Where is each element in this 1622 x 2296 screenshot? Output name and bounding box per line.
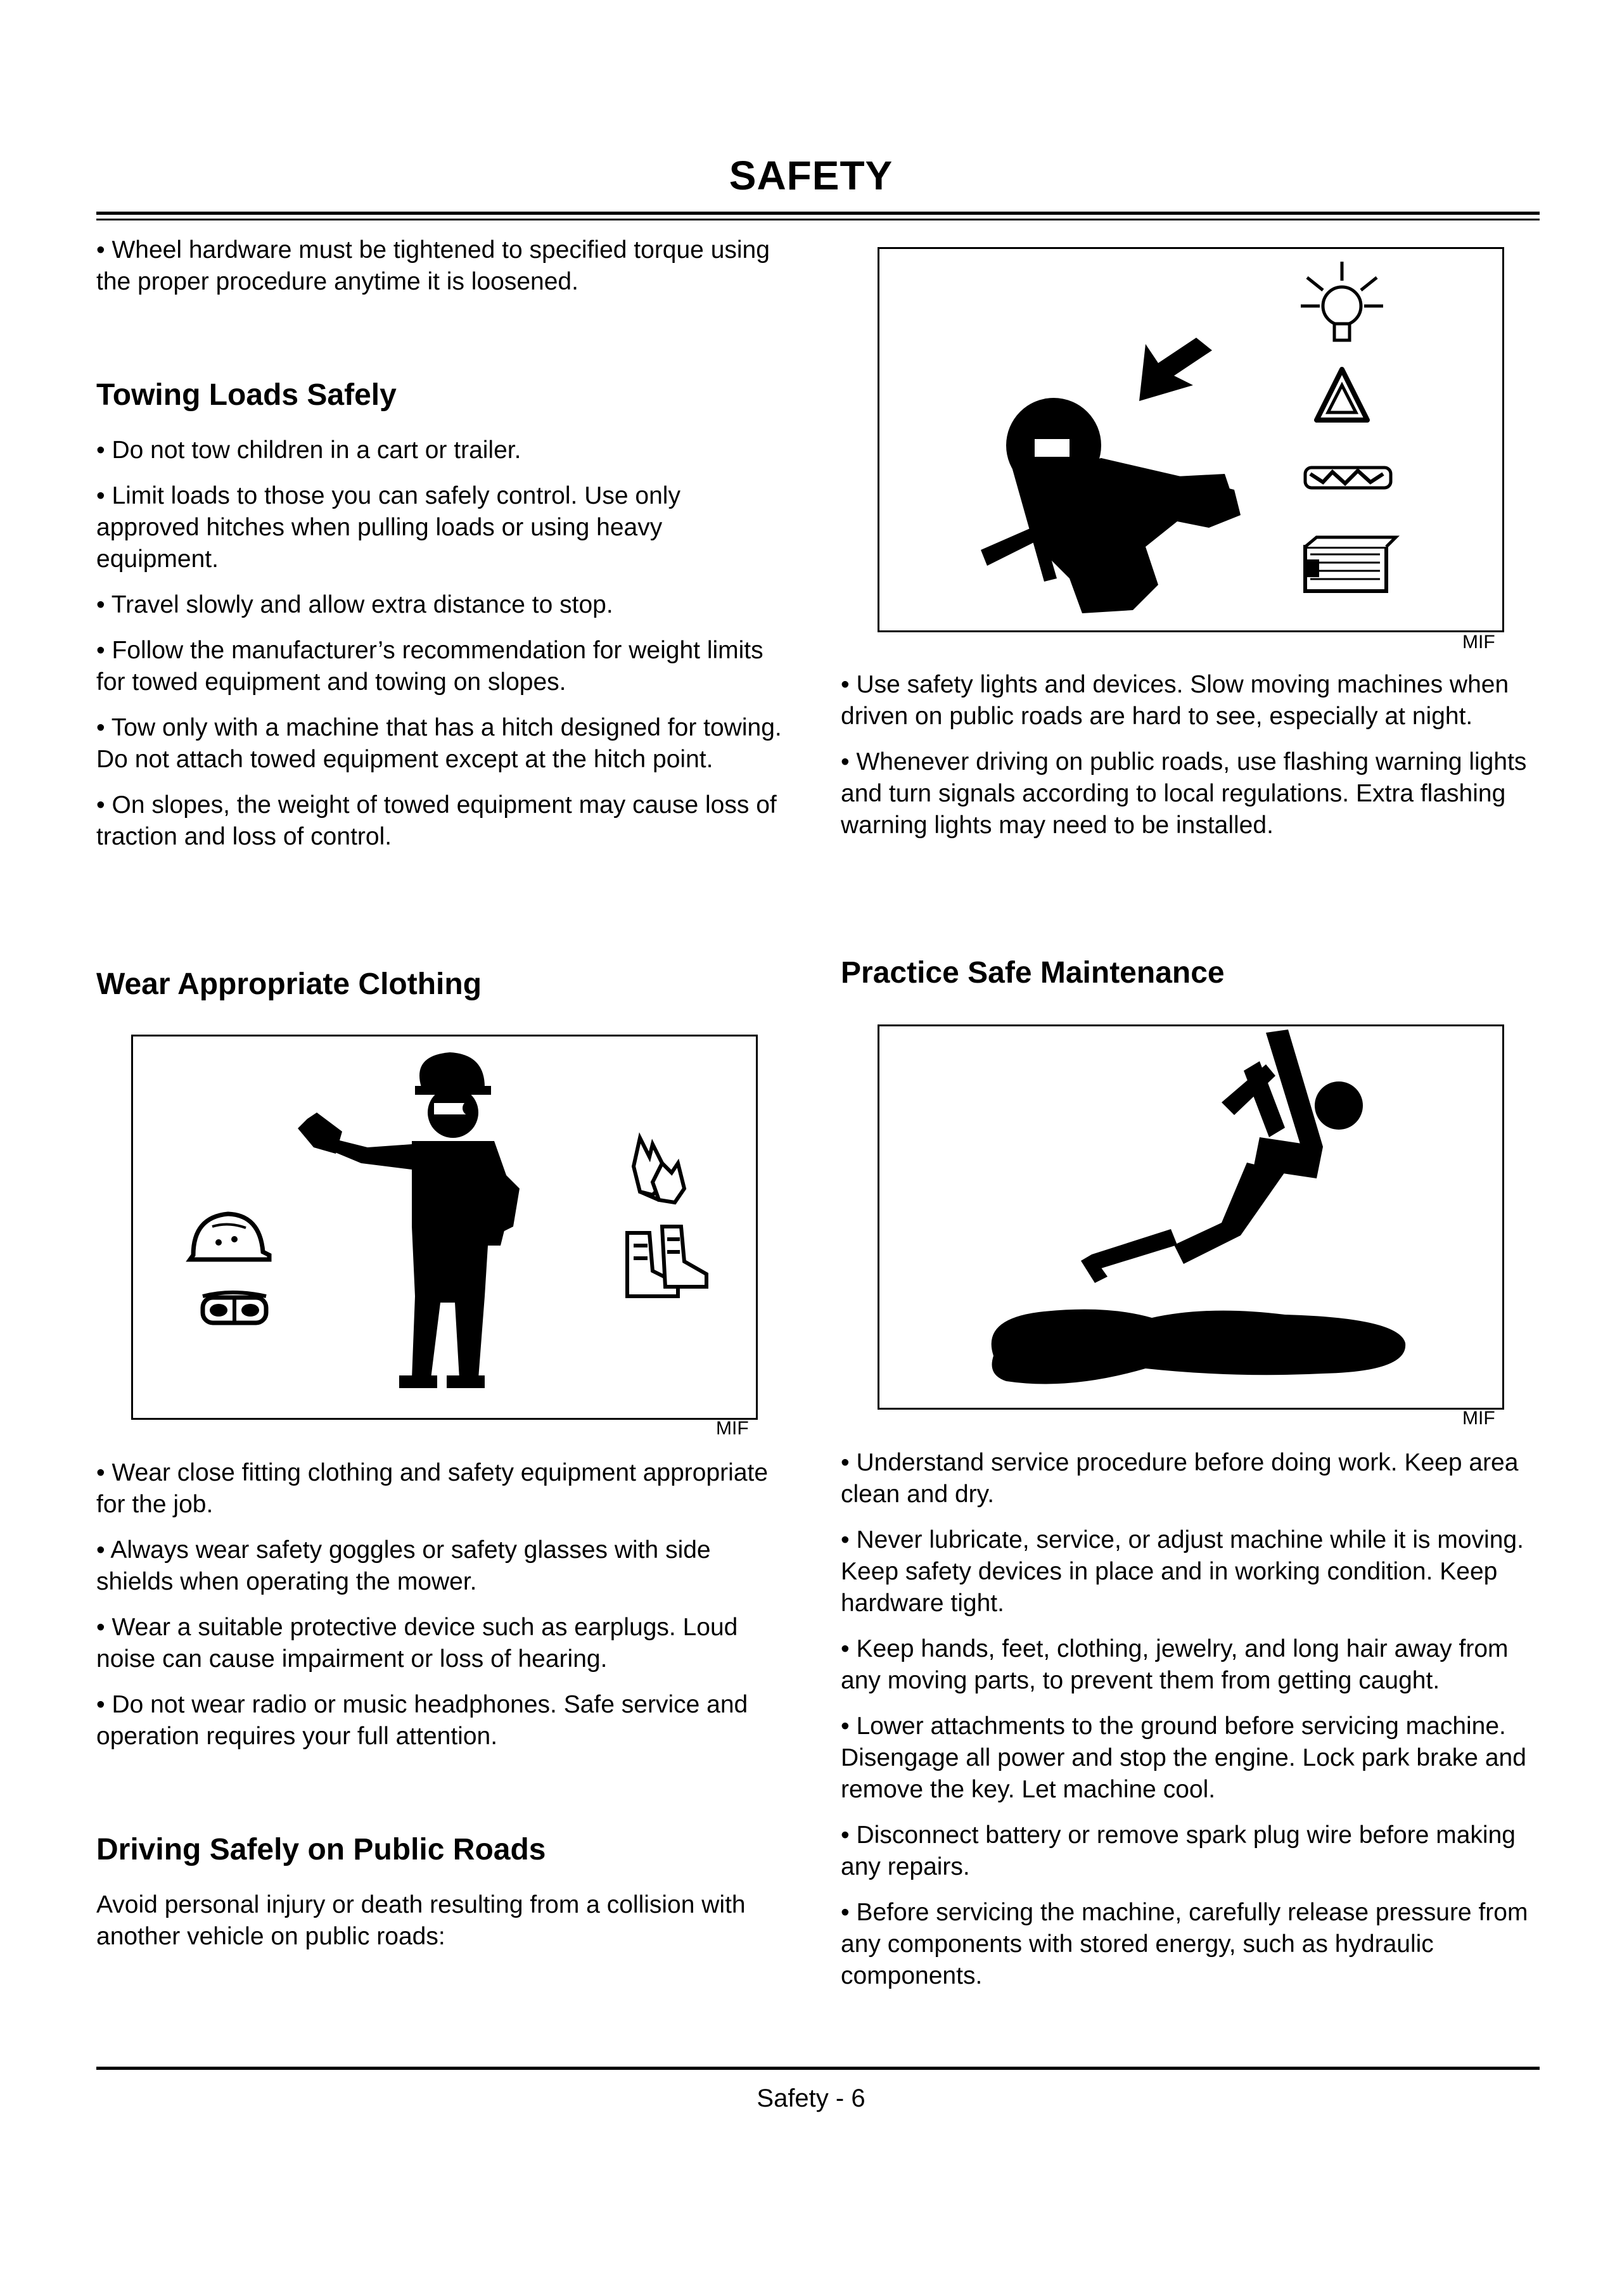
bullet-maintenance-disconnect-battery: • Disconnect battery or remove spark plug wire before making any repairs. (841, 1821, 1516, 1880)
page-title: SAFETY (729, 153, 893, 198)
bullet-towing-hitch: • Tow only with a machine that has a hitch designed for towing. Do not attach towed equipment except at the hitch point. (96, 714, 782, 773)
bullet-maintenance-lower-attachments: • Lower attachments to the ground before servicing machine. Disengage all power and stop the engine. Lock park brake and remove the key. Let machine cool. (841, 1712, 1526, 1803)
clothing-heading: Wear Appropriate Clothing (96, 967, 482, 1001)
intro-section (96, 234, 787, 298)
road-bullets (841, 669, 1531, 841)
maintenance-bullets (841, 1447, 1531, 1992)
road-figure-label: MIF (1462, 632, 1495, 653)
clothing-section (96, 967, 787, 1002)
slipping-hazard-illustration (879, 1026, 1502, 1408)
bullet-towing-travel-slowly: • Travel slowly and allow extra distance to stop. (96, 591, 613, 618)
header-rule (96, 212, 1540, 215)
footer-rule (96, 2067, 1540, 2070)
turn-signal-light-icon (1305, 537, 1396, 591)
public-roads-body (96, 1889, 787, 1953)
slow-moving-vehicle-sign-icon (1317, 369, 1367, 420)
road-safety-illustration (879, 249, 1502, 630)
slipping-person-figure (1081, 1030, 1363, 1283)
bullet-clothing-close-fitting: • Wear close fitting clothing and safety equipment appropriate for the job. (96, 1459, 769, 1518)
maintenance-figure-label: MIF (1462, 1408, 1495, 1429)
bullet-maintenance-never-lubricate: • Never lubricate, service, or adjust machine while it is moving. Keep safety devices in place and in working condition. Keep hardware tight. (841, 1526, 1524, 1617)
oil-puddle-icon (992, 1310, 1406, 1384)
clothing-figure (131, 1035, 758, 1420)
bullet-towing-slopes: • On slopes, the weight of towed equipment may cause loss of traction and loss of control. (96, 791, 777, 850)
towing-section (96, 378, 787, 413)
bullet-wheel-hardware: • Wheel hardware must be tightened to specified torque using the proper procedure anytime it is loosened. (96, 236, 770, 295)
arrow-icon (1139, 338, 1212, 401)
bullet-maintenance-keep-hands-away: • Keep hands, feet, clothing, jewelry, and long hair away from any moving parts, to prevent them from getting caught. (841, 1635, 1509, 1694)
public-roads-heading: Driving Safely on Public Roads (96, 1833, 546, 1866)
bullet-clothing-earplugs: • Wear a suitable protective device such as earplugs. Loud noise can cause impairment or loss of hearing. (96, 1614, 738, 1673)
hard-hat-icon (190, 1214, 269, 1260)
public-roads-intro: Avoid personal injury or death resulting from a collision with another vehicle on public roads: (96, 1891, 746, 1950)
protective-clothing-illustration (133, 1036, 756, 1418)
bullet-towing-limit-loads: • Limit loads to those you can safely control. Use only approved hitches when pulling loads or using heavy equipment. (96, 482, 680, 573)
clothing-bullets (96, 1457, 787, 1752)
warning-light-icon (1301, 262, 1383, 340)
bullet-maintenance-release-pressure: • Before servicing the machine, carefully release pressure from any components with stored energy, such as hydraulic components. (841, 1899, 1528, 1989)
maintenance-section (841, 955, 1531, 991)
gloves-icon (634, 1138, 684, 1202)
road-safety-figure (878, 247, 1504, 632)
header-rule-thin (96, 219, 1540, 220)
boots-icon (627, 1227, 706, 1296)
reflector-strip-icon (1305, 468, 1391, 488)
page-footer: Safety - 6 (757, 2084, 865, 2112)
bullet-towing-children: • Do not tow children in a cart or trailer. (96, 437, 521, 464)
driver-figure (981, 398, 1241, 613)
bullet-road-safety-lights: • Use safety lights and devices. Slow moving machines when driven on public roads are hard to see, especially at night. (841, 671, 1509, 730)
bullet-towing-weight-limits: • Follow the manufacturer’s recommendation for weight limits for towed equipment and towing on slopes. (96, 637, 763, 696)
bullet-maintenance-procedure: • Understand service procedure before doing work. Keep area clean and dry. (841, 1449, 1519, 1508)
bullet-road-flashing-lights: • Whenever driving on public roads, use flashing warning lights and turn signals according to local regulations. Extra flashing warning lights may need to be installed. (841, 748, 1527, 839)
bullet-clothing-headphones: • Do not wear radio or music headphones. Safe service and operation requires your full attention. (96, 1691, 748, 1750)
public-roads-section (96, 1832, 787, 1868)
clothing-figure-label: MIF (716, 1418, 749, 1439)
towing-heading: Towing Loads Safely (96, 378, 397, 412)
maintenance-heading: Practice Safe Maintenance (841, 956, 1225, 990)
bullet-clothing-goggles: • Always wear safety goggles or safety glasses with side shields when operating the mower. (96, 1536, 711, 1595)
safety-goggles-icon (203, 1292, 266, 1323)
worker-figure (298, 1052, 520, 1388)
towing-bullets (96, 435, 787, 853)
maintenance-figure (878, 1024, 1504, 1410)
